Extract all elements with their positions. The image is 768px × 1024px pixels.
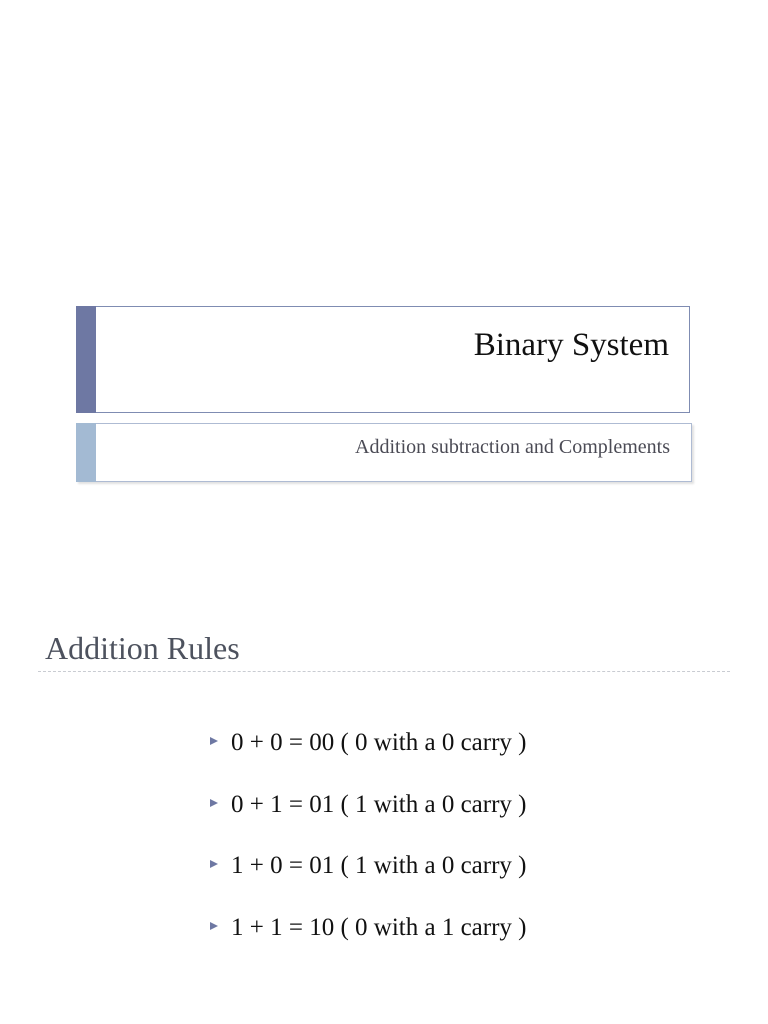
- title-accent-bar: [76, 306, 96, 413]
- list-item: [210, 790, 526, 852]
- rule-text: 1 + 0 = 01 ( 1 with a 0 carry ): [231, 852, 527, 879]
- addition-rules-slide: [0, 576, 768, 1024]
- rule-text: 1 + 1 = 10 ( 0 with a 1 carry ): [231, 913, 527, 941]
- list-item: [210, 728, 526, 790]
- triangle-bullet-icon: [210, 860, 218, 868]
- rule-text: 0 + 1 = 01 ( 1 with a 0 carry ): [231, 790, 527, 818]
- rules-list: [210, 728, 526, 974]
- list-item: [210, 851, 526, 913]
- slide-subtitle: Addition subtraction and Complements: [355, 436, 670, 458]
- title-box: [76, 306, 690, 413]
- triangle-bullet-icon: [210, 922, 218, 930]
- slide-title: Binary System: [473, 327, 669, 363]
- heading-divider: [38, 671, 730, 672]
- triangle-bullet-icon: [210, 799, 218, 807]
- rule-text: 0 + 0 = 00 ( 0 with a 0 carry ): [231, 729, 527, 756]
- subtitle-box: [76, 423, 692, 482]
- subtitle-accent-bar: [76, 423, 96, 482]
- list-item: [210, 913, 526, 975]
- triangle-bullet-icon: [210, 737, 218, 745]
- rules-heading: Addition Rules: [45, 630, 240, 666]
